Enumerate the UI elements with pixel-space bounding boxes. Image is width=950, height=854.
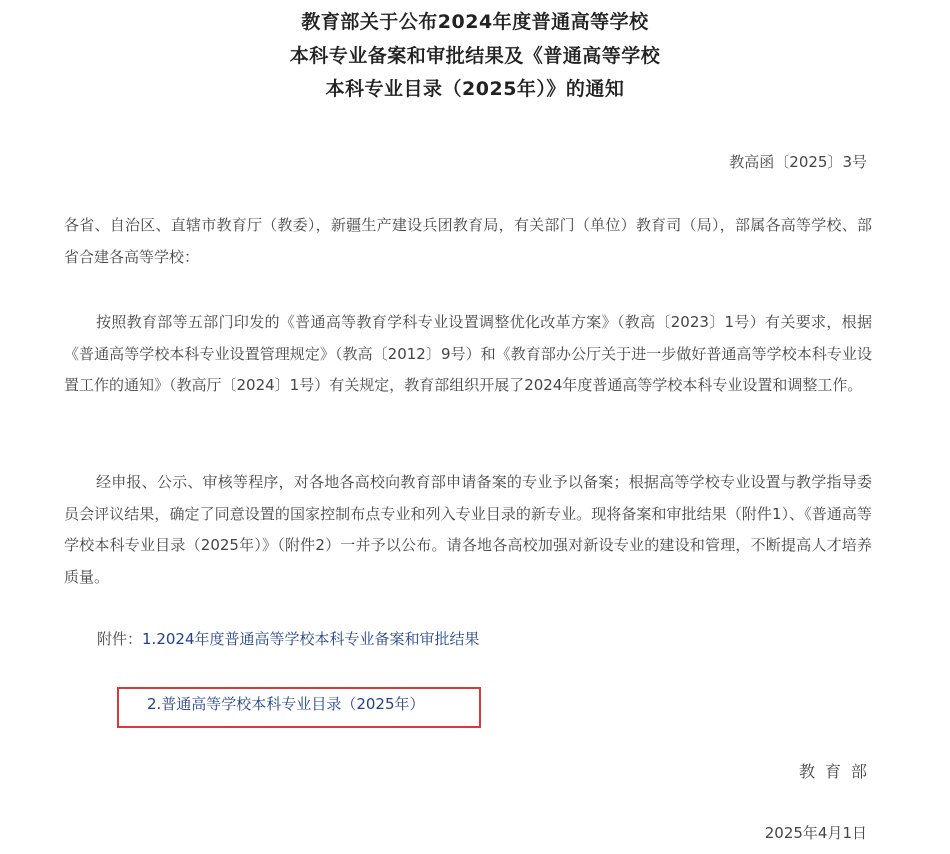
signature: 教育部 bbox=[798, 762, 877, 781]
addressee: 各省、自治区、直辖市教育厅（教委），新疆生产建设兵团教育局，有关部门（单位）教育司（局），部属各高等学校、部省合建各高等学校： bbox=[64, 216, 872, 266]
title-line-1: 教育部关于公布2024年度普通高等学校 bbox=[301, 11, 649, 33]
body-paragraph-1: 按照教育部等五部门印发的《普通高等教育学科专业设置调整优化改革方案》（教高〔2023〕1号）有关要求，根据《普通高等学校本科专业设置管理规定》（教高〔2012〕9号）和《教育部办公厅关于进一步做好普通高等学校本科专业设置工作的通知》（教高厅〔2024〕1号）有关规定，教育部组织开展了2024年度普通高等学校本科专业设置和调整工作。 bbox=[64, 313, 872, 394]
title-line-2: 本科专业备案和审批结果及《普通高等学校 bbox=[289, 45, 661, 67]
issue-date: 2025年4月1日 bbox=[764, 824, 867, 842]
attachment-2-line bbox=[147, 693, 425, 714]
attachment-link-2[interactable]: 2.普通高等学校本科专业目录（2025年） bbox=[147, 695, 425, 713]
title-line-3: 本科专业目录（2025年）》的通知 bbox=[325, 78, 625, 100]
document-number: 教高函〔2025〕3号 bbox=[729, 153, 867, 171]
attachment-link-1[interactable]: 1.2024年度普通高等学校本科专业备案和审批结果 bbox=[142, 630, 480, 648]
body-paragraph-2: 经申报、公示、审核等程序，对各地各高校向教育部申请备案的专业予以备案；根据高等学校专业设置与教学指导委员会评议结果，确定了同意设置的国家控制布点专业和列入专业目录的新专业。现将备案和审批结果（附件1）、《普通高等学校本科专业目录（2025年）》（附件2）一并予以公布。请各地各高校加强对新设专业的建设和管理，不断提高人才培养质量。 bbox=[64, 473, 872, 586]
attachments-line bbox=[97, 628, 480, 649]
attachments-label: 附件： bbox=[97, 630, 143, 648]
